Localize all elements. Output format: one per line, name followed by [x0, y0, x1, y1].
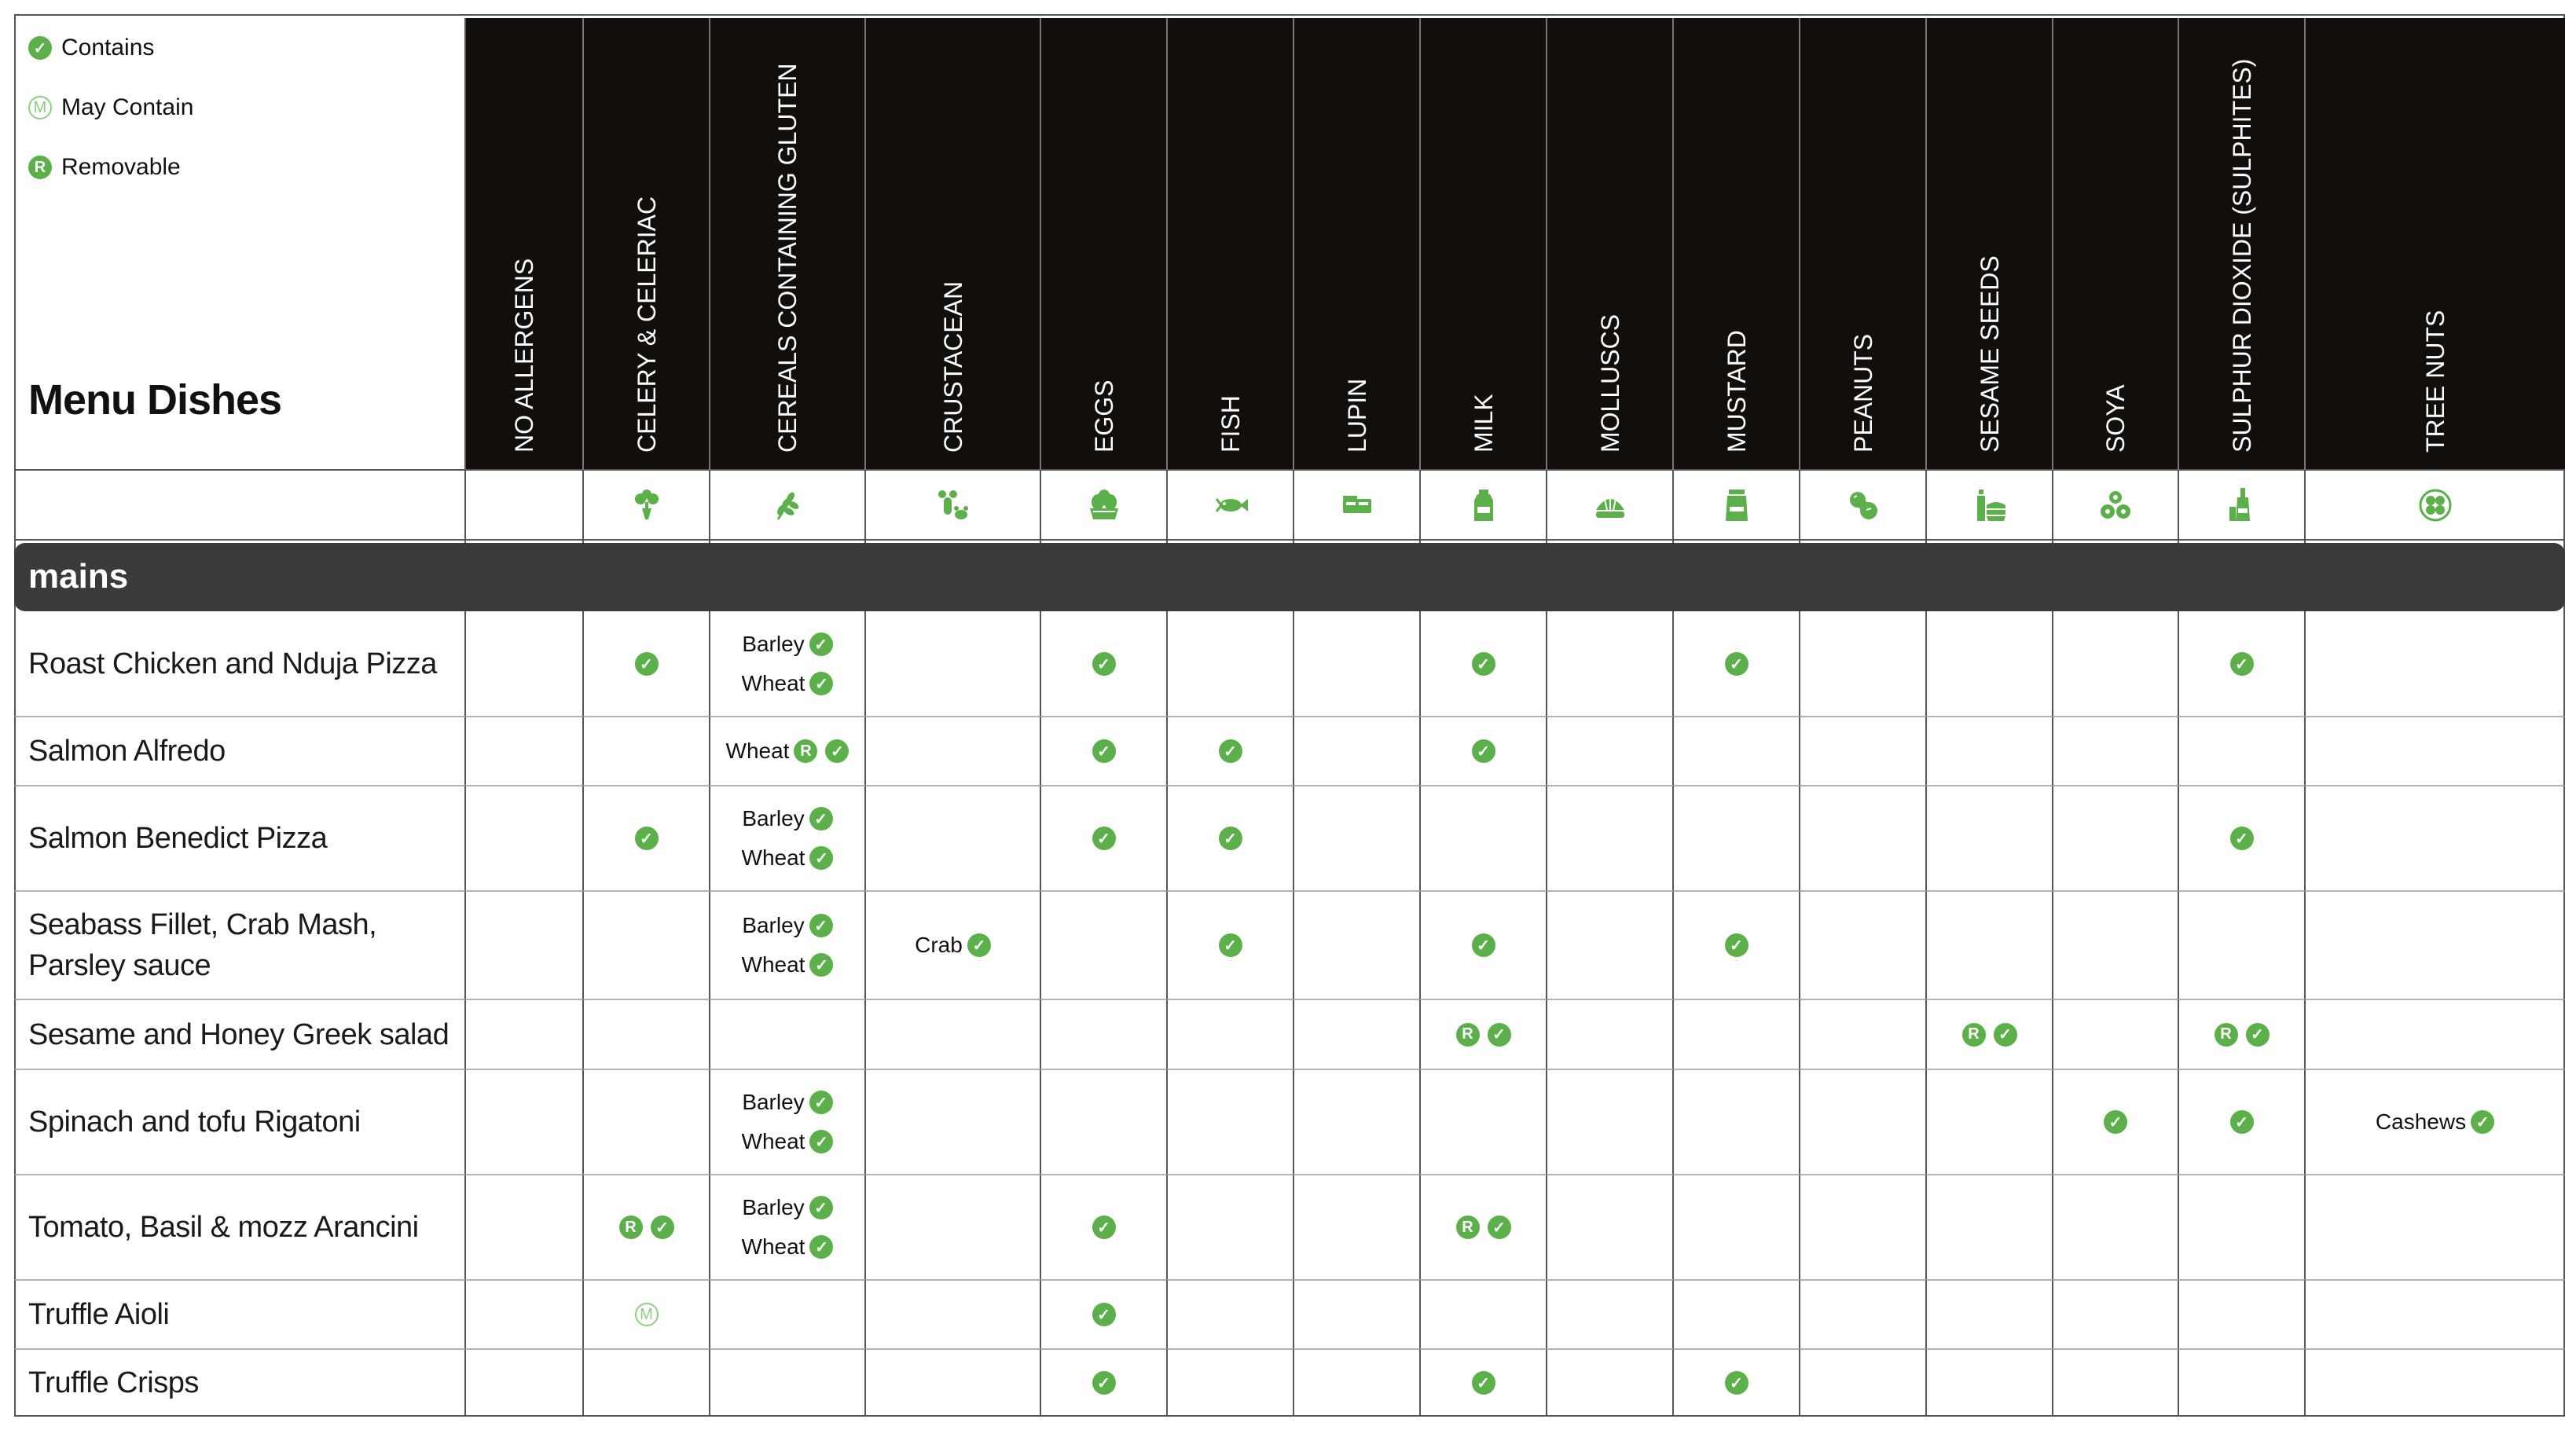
lupin-icon: [1340, 488, 1374, 522]
column-header-sulphites: SULPHUR DIOXIDE (SULPHITES): [2227, 58, 2256, 453]
group-band: [14, 543, 2565, 611]
dish-name-line: Seabass Fillet, Crab Mash,: [28, 908, 377, 941]
allergen-flag: [1472, 1363, 1495, 1402]
contains-icon: ✓: [1725, 933, 1749, 957]
contains-icon: ✓: [809, 953, 833, 977]
allergen-cell-gluten: [710, 625, 865, 703]
dish-name: [28, 1102, 361, 1142]
removable-icon: R: [1456, 1023, 1480, 1047]
contains-icon: ✓: [2230, 827, 2254, 850]
celery-icon: [629, 488, 664, 522]
allergen-flag: [1219, 819, 1242, 858]
dish-name-line: Parsley sauce: [28, 949, 211, 982]
allergen-cell-sulphites: [2178, 1102, 2305, 1142]
allergen-flag: [1219, 732, 1242, 771]
dish-name-line: Truffle Aioli: [28, 1298, 170, 1331]
allergen-cell-treenuts: [2305, 1102, 2565, 1142]
allergen-flag: [915, 926, 991, 965]
allergen-flag: [742, 1188, 832, 1227]
allergen-flag: [2215, 1015, 2270, 1054]
dish-name: [28, 818, 327, 859]
sesame-icon: [1972, 488, 2007, 522]
removable-icon: R: [28, 156, 52, 179]
contains-icon: ✓: [2230, 1110, 2254, 1134]
allergen-cell-sulphites: [2178, 819, 2305, 858]
column-header-treenuts: TREE NUTS: [2420, 310, 2449, 453]
contains-icon: ✓: [1219, 933, 1242, 957]
removable-icon: R: [1456, 1216, 1480, 1239]
allergen-flag: [1092, 1363, 1116, 1402]
allergen-flag: [742, 906, 832, 945]
may-icon: M: [28, 96, 52, 119]
allergen-cell-eggs: [1040, 732, 1167, 771]
sulphites-icon: [2225, 488, 2259, 522]
column-header-lupin: LUPIN: [1342, 378, 1371, 453]
allergen-cell-fish: [1167, 732, 1294, 771]
dish-name: [28, 1362, 199, 1403]
contains-icon: ✓: [2471, 1110, 2494, 1134]
allergen-cell-crustacean: [865, 926, 1040, 965]
contains-icon: ✓: [1092, 739, 1116, 763]
column-header-celery: CELERY & CELERIAC: [632, 196, 661, 453]
allergen-cell-gluten: [710, 732, 865, 771]
allergen-flag: [1725, 926, 1749, 965]
allergen-flag: [742, 625, 832, 664]
allergen-cell-gluten: [710, 1083, 865, 1161]
contains-icon: ✓: [635, 827, 659, 850]
allergen-flag: [635, 644, 659, 684]
allergen-flag: [742, 1122, 834, 1161]
allergen-cell-celery: [583, 644, 710, 684]
allergen-cell-milk: [1420, 644, 1547, 684]
fish-icon: [1213, 488, 1248, 522]
contains-icon: ✓: [1219, 739, 1242, 763]
allergen-flag: [2230, 1102, 2254, 1142]
allergen-cell-celery: [583, 1295, 710, 1334]
removable-icon: R: [619, 1216, 643, 1239]
column-header-molluscs: MOLLUSCS: [1595, 314, 1624, 453]
allergen-cell-gluten: [710, 1188, 865, 1267]
contains-icon: ✓: [1092, 1371, 1116, 1395]
contains-icon: ✓: [1472, 933, 1495, 957]
allergen-flag: [635, 819, 659, 858]
page-title: Menu Dishes: [28, 376, 282, 424]
allergen-cell-milk: [1420, 1363, 1547, 1402]
legend-item-contains: [28, 35, 154, 61]
contains-icon: ✓: [1092, 827, 1116, 850]
ingredient-label: Wheat: [741, 1129, 805, 1153]
allergen-flag: [2230, 644, 2254, 684]
allergen-flag: [742, 799, 832, 838]
allergen-flag: [1092, 732, 1116, 771]
dish-name-line: Salmon Alfredo: [28, 735, 226, 768]
contains-icon: ✓: [2230, 652, 2254, 676]
dish-name-line: Salmon Benedict Pizza: [28, 822, 328, 855]
milk-icon: [1466, 488, 1501, 522]
allergen-flag: [1092, 1295, 1116, 1334]
allergen-flag: [2376, 1102, 2494, 1142]
allergen-flag: [742, 1227, 834, 1267]
allergen-cell-mustard: [1673, 644, 1800, 684]
ingredient-label: Crab: [915, 933, 963, 957]
allergen-cell-eggs: [1040, 1295, 1167, 1334]
allergen-cell-celery: [583, 1208, 710, 1247]
contains-icon: ✓: [28, 36, 52, 60]
contains-icon: ✓: [1488, 1023, 1511, 1047]
column-header-peanuts: PEANUTS: [1848, 333, 1877, 453]
allergen-cell-soya: [2053, 1102, 2178, 1142]
wheat-icon: [770, 488, 805, 522]
contains-icon: ✓: [809, 1235, 833, 1259]
column-header-milk: MILK: [1469, 394, 1498, 453]
legend-label: Contains: [61, 35, 155, 60]
allergen-flag: [2104, 1102, 2127, 1142]
allergen-cell-eggs: [1040, 644, 1167, 684]
dish-name-line: Sesame and Honey Greek salad: [28, 1018, 450, 1051]
allergen-cell-milk: [1420, 1208, 1547, 1247]
allergen-flag: [1092, 644, 1116, 684]
removable-icon: R: [2215, 1023, 2238, 1047]
dish-name: [28, 1207, 419, 1248]
allergen-flag: [742, 838, 834, 878]
column-header-crustacean: CRUSTACEAN: [938, 280, 967, 453]
contains-icon: ✓: [809, 632, 833, 656]
dish-name-line: Tomato, Basil & mozz Arancini: [28, 1211, 419, 1244]
allergen-cell-mustard: [1673, 1363, 1800, 1402]
allergen-flag: [635, 1295, 659, 1334]
contains-icon: ✓: [967, 933, 991, 957]
column-header-mustard: MUSTARD: [1722, 330, 1751, 453]
contains-icon: ✓: [1472, 739, 1495, 763]
allergen-flag: [1456, 1208, 1511, 1247]
ingredient-label: Wheat: [725, 739, 790, 763]
dish-name-line: Roast Chicken and Nduja Pizza: [28, 647, 437, 680]
peanuts-icon: [1846, 488, 1881, 522]
allergen-flag: [742, 945, 834, 984]
allergen-cell-eggs: [1040, 819, 1167, 858]
contains-icon: ✓: [635, 652, 659, 676]
allergen-cell-milk: [1420, 1015, 1547, 1054]
contains-icon: ✓: [825, 739, 849, 763]
allergen-cell-mustard: [1673, 926, 1800, 965]
contains-icon: ✓: [809, 914, 833, 937]
contains-icon: ✓: [809, 807, 833, 830]
allergen-cell-celery: [583, 819, 710, 858]
allergen-cell-milk: [1420, 732, 1547, 771]
column-header-fish: FISH: [1216, 395, 1245, 453]
dish-name-line: Spinach and tofu Rigatoni: [28, 1106, 361, 1138]
molluscs-icon: [1593, 488, 1627, 522]
allergen-cell-sesame: [1926, 1015, 2053, 1054]
removable-icon: R: [794, 739, 817, 763]
crustacean-icon: [936, 488, 971, 522]
tree-nuts-icon: [2418, 488, 2453, 522]
may-contain-icon: M: [635, 1303, 659, 1326]
allergen-cell-fish: [1167, 926, 1294, 965]
contains-icon: ✓: [809, 1130, 833, 1153]
contains-icon: ✓: [651, 1216, 674, 1239]
dish-name: [28, 644, 437, 684]
contains-icon: ✓: [1488, 1216, 1511, 1239]
column-header-none: NO ALLERGENS: [510, 258, 538, 453]
allergen-flag: [1219, 926, 1242, 965]
mustard-icon: [1719, 488, 1754, 522]
allergen-flag: [742, 664, 834, 703]
ingredient-label: Barley: [742, 913, 805, 937]
allergen-flag: [1456, 1015, 1511, 1054]
dish-name: [28, 904, 376, 986]
ingredient-label: Wheat: [741, 671, 805, 695]
allergen-cell-sulphites: [2178, 644, 2305, 684]
ingredient-label: Barley: [742, 1195, 805, 1219]
ingredient-label: Barley: [742, 806, 805, 830]
soya-icon: [2098, 488, 2133, 522]
contains-icon: ✓: [1725, 652, 1749, 676]
ingredient-label: Barley: [742, 1090, 805, 1114]
dish-name: [28, 1014, 449, 1055]
column-header-sesame: SESAME SEEDS: [1975, 255, 2004, 453]
legend-label: May Contain: [61, 94, 194, 120]
ingredient-label: Wheat: [741, 952, 805, 977]
allergen-flag: [1725, 1363, 1749, 1402]
allergen-cell-fish: [1167, 819, 1294, 858]
allergen-flag: [1092, 1208, 1116, 1247]
dish-name-line: Truffle Crisps: [28, 1366, 199, 1399]
allergen-cell-eggs: [1040, 1208, 1167, 1247]
contains-icon: ✓: [1219, 827, 1242, 850]
allergen-cell-sulphites: [2178, 1015, 2305, 1054]
allergen-flag: [1472, 644, 1495, 684]
legend-label: Removable: [61, 154, 181, 180]
allergen-flag: [726, 732, 849, 771]
allergen-flag: [1472, 926, 1495, 965]
ingredient-label: Barley: [742, 632, 805, 656]
column-header-soya: SOYA: [2101, 384, 2130, 453]
allergen-flag: [1092, 819, 1116, 858]
contains-icon: ✓: [1472, 1371, 1495, 1395]
contains-icon: ✓: [809, 846, 833, 870]
allergen-flag: [1725, 644, 1749, 684]
ingredient-label: Wheat: [741, 1234, 805, 1259]
allergen-flag: [742, 1083, 832, 1122]
contains-icon: ✓: [1092, 652, 1116, 676]
contains-icon: ✓: [1994, 1023, 2017, 1047]
allergen-flag: [619, 1208, 674, 1247]
contains-icon: ✓: [1092, 1216, 1116, 1239]
contains-icon: ✓: [2246, 1023, 2270, 1047]
allergen-cell-milk: [1420, 926, 1547, 965]
allergen-cell-gluten: [710, 799, 865, 878]
removable-icon: R: [1962, 1023, 1986, 1047]
eggs-icon: [1087, 488, 1121, 522]
contains-icon: ✓: [809, 1196, 833, 1219]
ingredient-label: Cashews: [2375, 1109, 2467, 1134]
allergen-cell-eggs: [1040, 1363, 1167, 1402]
legend-item-removable: [28, 154, 181, 181]
ingredient-label: Wheat: [741, 845, 805, 870]
contains-icon: ✓: [809, 672, 833, 695]
contains-icon: ✓: [1092, 1303, 1116, 1326]
contains-icon: ✓: [1472, 652, 1495, 676]
allergen-flag: [1472, 732, 1495, 771]
group-title: mains: [28, 557, 129, 596]
allergen-flag: [1962, 1015, 2017, 1054]
allergen-cell-gluten: [710, 906, 865, 984]
column-header-eggs: EGGS: [1089, 380, 1118, 453]
contains-icon: ✓: [1725, 1371, 1749, 1395]
dish-name: [28, 731, 226, 772]
legend-item-may: [28, 94, 193, 121]
contains-icon: ✓: [2104, 1110, 2127, 1134]
allergen-flag: [2230, 819, 2254, 858]
dish-name: [28, 1294, 169, 1335]
column-header-gluten: CEREALS CONTAINING GLUTEN: [773, 63, 802, 453]
contains-icon: ✓: [809, 1091, 833, 1114]
